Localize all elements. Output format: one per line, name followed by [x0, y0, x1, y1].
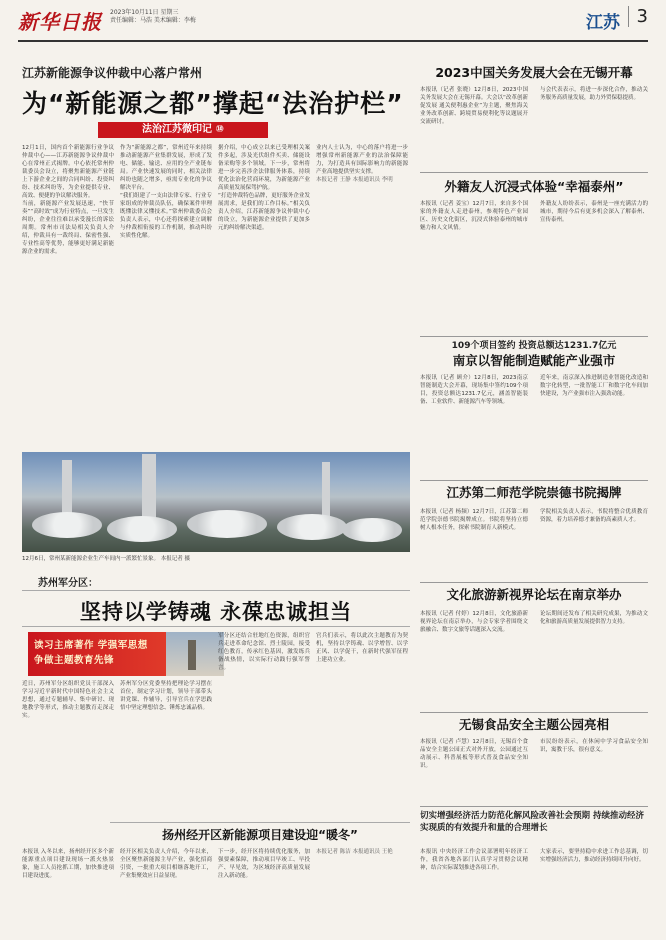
lead-column [218, 144, 310, 450]
lead-column [316, 144, 408, 450]
story-paragraph: 本报讯（记者 付婷）12月8日，文化旅游新视界论坛在南京举办，与会专家学者围绕文旅融合、数字文旅等话题深入交流。 [420, 611, 528, 633]
story-paragraph: 与会代表表示，将进一步深化合作，推动关务服务高质量发展，助力外贸保稳提质。 [540, 87, 648, 101]
yangzhou-paragraph: 下一步，经开区将持续优化服务，加强要素保障，推动项目早竣工、早投产、早见效，为区域经济高质量发展注入新动能。 [218, 849, 310, 879]
military-paragraph: 官兵们表示，将以此次主题教育为契机，坚持以学铸魂、以学增智、以学正风、以学促干，在新时代强军征程上建功立业。 [316, 633, 408, 663]
yangzhou-headline: 扬州经开区新能源项目建设迎“暖冬” [162, 828, 358, 842]
story-paragraph: 学院相关负责人表示，书院将整合优质教育资源，着力培养德才兼备的高素质人才。 [540, 509, 648, 523]
lead-column [22, 144, 114, 450]
yangzhou-column [218, 848, 310, 932]
divider [420, 582, 648, 583]
lead-paragraph: 据介绍，中心成立以来已受理相关案件多起，涉及光伏组件买卖、储能设备采购等多个领域。下一步，常州将进一步完善涉企法律服务体系，持续优化法治化营商环境，为新能源产业高质量发展保驾护航。 [218, 145, 310, 191]
yangzhou-column [120, 848, 212, 932]
story-paragraph: 本报讯（记者 姜宝）12月7日，来自多个国家的外籍友人走进泰州，参观特色产业园区、历史文化街区，沉浸式体验泰州的城市魅力和人文风情。 [420, 201, 528, 231]
story-headline: 2023中国关务发展大会在无锡开幕 [435, 65, 633, 80]
factory-photo [22, 452, 410, 552]
editor-line: 责任编辑：马浩 美术编辑：李梅 [110, 17, 196, 24]
divider [420, 336, 648, 337]
photo-tower [62, 460, 72, 520]
photo-tower [322, 462, 330, 517]
banner-line: 争做主题教育先锋 [34, 655, 115, 666]
military-paragraph: 军分区还结合驻地红色资源，组织官兵走进革命纪念馆、烈士陵园，接受红色教育，传承红色基因，激发练兵备战热情，以实际行动践行强军誓言。 [218, 633, 310, 671]
story-nanjing [420, 340, 648, 369]
lead-byline: 本报记者 王静 本报通讯员 李明 [316, 177, 393, 183]
photo-tank [32, 512, 102, 538]
military-column [218, 632, 310, 820]
study-banner [28, 632, 166, 676]
yangzhou-column [22, 848, 114, 932]
date-line: 2023年10月11日 星期三 [110, 9, 179, 16]
photo-tank [187, 510, 267, 538]
military-column [22, 680, 114, 838]
story-paragraph: 本报讯 中央经济工作会议部署明年经济工作，我省各地各部门认真学习贯彻会议精神，结合实际谋划推进各项工作。 [420, 849, 528, 871]
page-number: 3 [628, 6, 648, 27]
military-paragraph: 苏州军分区党委坚持把理论学习摆在首位，制定学习计划，领导干部带头讲党课、作辅导，引导官兵在学思践悟中坚定理想信念、锤炼忠诚品格。 [120, 681, 212, 711]
military-column [316, 632, 408, 820]
newspaper-logo: 新华日报 [18, 10, 102, 34]
lead-paragraph: 当前，新能源产业发展迅速，“快节奏”“高时效”成为行业特点，一旦发生纠纷，企业往往难以承受漫长的诉讼周期。常州市司法局相关负责人介绍，仲裁具有一裁终局、保密性强、专业性高等优势，能够更好满足新能源企业的需求。 [22, 201, 114, 255]
photo-tank [342, 518, 402, 542]
story-paragraph: 本报讯（记者 顾介）12月8日，2023南京智能制造大会开幕，现场集中签约109个项目，投资总额达1231.7亿元，涵盖智能装备、工业软件、新能源汽车等领域。 [420, 375, 528, 405]
masthead-rule [18, 40, 648, 42]
story-headline: 江苏第二师范学院崇德书院揭牌 [446, 485, 622, 500]
divider [420, 172, 648, 173]
photo-caption: 12月6日，常州某新能源企业生产车间内一派繁忙景象。 本报记者 摄 [22, 556, 190, 562]
story-kicker: 109个项目签约 投资总额达1231.7亿元 [451, 341, 617, 351]
divider [22, 626, 410, 627]
banner-building [188, 640, 196, 670]
section-name: 江苏 [586, 13, 620, 33]
military-kicker: 苏州军分区： [38, 578, 98, 589]
story-paragraph: 近年来，南京深入推进制造业智能化改造和数字化转型，一批智能工厂和数字化车间加快建设，为产业强市注入强劲动能。 [540, 375, 648, 397]
story-paragraph: 大家表示，要坚持稳中求进工作总基调，切实增强经济活力，推动经济持续回升向好。 [540, 849, 648, 863]
story-headline: 文化旅游新视界论坛在南京举办 [446, 587, 622, 602]
divider [22, 590, 410, 591]
story-paragraph: 论坛期间还发布了相关研究成果，为推动文化和旅游高质量发展提供智力支持。 [540, 611, 648, 625]
story-paragraph: 外籍友人纷纷表示，泰州是一座充满活力的城市，期待今后有更多机会深入了解泰州、宣传泰州。 [540, 201, 648, 223]
divider [420, 712, 648, 713]
story-economy [420, 810, 648, 834]
banner-photo [166, 632, 224, 676]
lead-paragraph: “我们组建了一支由法律专家、行业专家组成的仲裁员队伍，确保案件审理既懂法律又懂技术。”常州仲裁委员会负责人表示，中心还将探索建立调解与仲裁相衔接的工作机制，推动纠纷实质性化解。 [120, 193, 212, 239]
lead-body [22, 144, 410, 450]
story-paragraph: 本报讯（记者 杨频）12月7日，江苏第二师范学院崇德书院揭牌成立。书院将坚持立德树人根本任务，探索书院制育人新模式。 [420, 509, 528, 531]
photo-tower [142, 454, 156, 524]
column-tag: 法治江苏微印记 ⑩ [98, 122, 268, 138]
story-food-safety [420, 716, 648, 733]
story-headline: 切实增强经济活力防范化解风险改善社会预期 持续推动经济实现质的有效提升和量的合理增长 [420, 811, 644, 833]
military-paragraph: 近日，苏州军分区组织党员干部深入学习习近平新时代中国特色社会主义思想，通过专题辅导、集中研讨、现地教学等形式，推动主题教育走深走实。 [22, 681, 114, 719]
divider [420, 806, 648, 807]
photo-tank [277, 514, 347, 540]
lead-paragraph: 12月1日，国内首个新能源行业争议仲裁中心——江苏新能源争议仲裁中心在常州正式揭牌。中心依托常州仲裁委员会设立，将聚焦新能源产业链上下游企业之间的合同纠纷、投资纠纷、技术纠纷等，为企业提供专业、高效、便捷的争议解决服务。 [22, 145, 114, 199]
story-culture-forum [420, 586, 648, 603]
story-paragraph: 本报讯（记者 张晓）12月8日，2023中国关务发展大会在无锡开幕。大会以“改革创新促发展 通关便利惠企业”为主题，聚焦海关业务改革创新、跨境贸易便利化等议题展开交流研讨。 [420, 87, 528, 125]
lead-paragraph: “打造仲裁特色品牌，更好服务企业发展需求，是我们的工作目标。”相关负责人介绍，江苏新能源争议仲裁中心的设立，为新能源企业提供了更加多元的纠纷解决渠道。 [218, 193, 310, 231]
military-column [120, 680, 212, 838]
lead-headline: 为“新能源之都”撑起“法治护栏” [22, 89, 404, 118]
yangzhou-paragraph: 本报讯 入冬以来，扬州经开区多个新能源重点项目建设现场一派火热景象，施工人员抢抓工期，加快推进项目建设进度。 [22, 849, 114, 879]
yangzhou-body [22, 848, 410, 932]
masthead-meta [110, 9, 196, 25]
masthead [18, 6, 648, 36]
lead-column [120, 144, 212, 450]
lead-paragraph: 作为“新能源之都”，常州近年来持续推动新能源产业集群发展，形成了发电、储能、输送、应用的全产业链布局。产业快速发展的同时，相关法律纠纷也随之增多，亟需专业化的争议解决平台。 [120, 145, 212, 191]
divider [420, 480, 648, 481]
story-guanwu [420, 64, 648, 81]
story-headline: 无锡食品安全主题公园亮相 [458, 717, 609, 732]
yangzhou-byline: 本报记者 陈洁 本报通讯员 王艳 [316, 849, 393, 855]
banner-line: 读习主席著作 学强军思想 [34, 640, 148, 651]
story-taizhou [420, 178, 648, 195]
military-headline: 坚持以学铸魂 永葆忠诚担当 [79, 600, 353, 624]
story-headline: 外籍友人沉浸式体验“幸福泰州” [444, 179, 624, 194]
lead-paragraph: 业内人士认为，中心的落户将进一步增强常州新能源产业的法治保障能力，为打造具有国际影响力的新能源产业高地提供坚实支撑。 [316, 145, 408, 175]
photo-tank [107, 516, 177, 542]
lead-kicker: 江苏新能源争议仲裁中心落户常州 [22, 66, 203, 80]
story-jiangsu-second-normal [420, 484, 648, 501]
yangzhou-column [316, 848, 408, 932]
yangzhou-paragraph: 经开区相关负责人介绍，今年以来，全区聚焦新能源主导产业，强化招商引资，一批重大项目相继落地开工，产业集聚效应日益显现。 [120, 849, 212, 879]
story-headline: 南京以智能制造赋能产业强市 [452, 353, 616, 368]
story-paragraph: 市民纷纷表示，在休闲中学习食品安全知识，寓教于乐，很有意义。 [540, 739, 648, 753]
story-paragraph: 本报讯（记者 卢慧）12月8日，无锡首个食品安全主题公园正式对外开放，公园通过互动展示、科普展板等形式普及食品安全知识。 [420, 739, 528, 769]
divider [110, 822, 410, 823]
